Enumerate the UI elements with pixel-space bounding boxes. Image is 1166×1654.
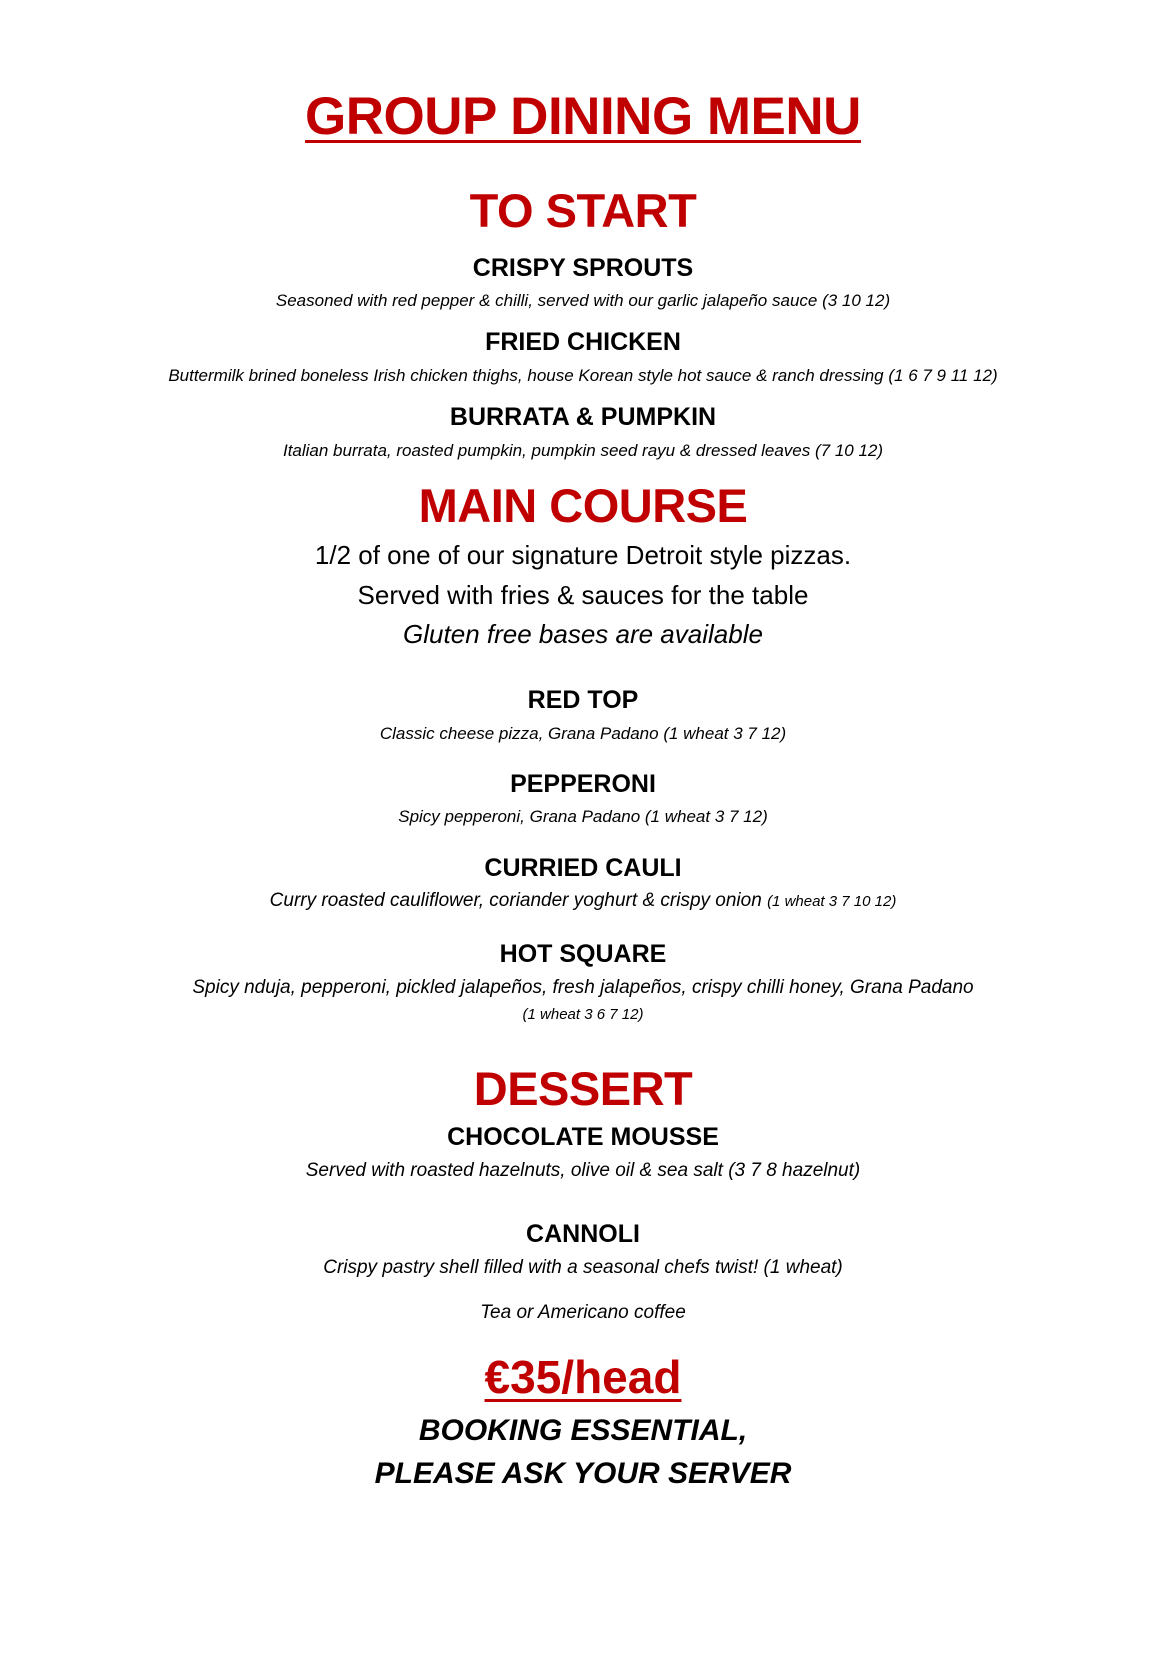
pizza-desc: Classic cheese pizza, Grana Padano (1 wheat 3 7 12): [379, 724, 787, 743]
booking-line: PLEASE ASK YOUR SERVER: [374, 1457, 792, 1490]
pizza-desc-row: [0, 890, 1166, 912]
pizza-desc: Spicy nduja, pepperoni, pickled jalapeños, fresh jalapeños, crispy chilli honey, Grana Padano: [192, 977, 974, 998]
starter-desc: Seasoned with red pepper & chilli, served with our garlic jalapeño sauce (3 10 12): [275, 291, 891, 310]
section-heading-dessert: DESSERT: [473, 1062, 693, 1115]
menu-title: GROUP DINING MENU: [305, 87, 861, 146]
main-intro-line: Served with fries & sauces for the table: [357, 580, 809, 610]
section-heading-starters: TO START: [469, 184, 697, 237]
price: €35/head: [484, 1351, 682, 1403]
pizza-name: RED TOP: [527, 686, 639, 714]
starter-name: BURRATA & PUMPKIN: [449, 403, 717, 431]
starter-name: CRISPY SPROUTS: [472, 254, 694, 282]
starter-name: FRIED CHICKEN: [485, 328, 681, 356]
gluten-free-note: Gluten free bases are available: [403, 619, 763, 649]
starter-desc: Buttermilk brined boneless Irish chicken thighs, house Korean style hot sauce & ranch dressing (1 6 7 9 11 12): [168, 366, 998, 385]
pizza-desc: Curry roasted cauliflower, coriander yoghurt & crispy onion: [269, 890, 762, 911]
booking-line: BOOKING ESSENTIAL,: [418, 1414, 748, 1447]
drink-note: Tea or Americano coffee: [480, 1302, 686, 1323]
dessert-desc: Crispy pastry shell filled with a seasonal chefs twist! (1 wheat): [323, 1257, 843, 1278]
dessert-name: CHOCOLATE MOUSSE: [447, 1123, 719, 1151]
dessert-name: CANNOLI: [526, 1220, 640, 1248]
pizza-name: CURRIED CAULI: [484, 854, 682, 882]
main-intro-line: 1/2 of one of our signature Detroit style pizzas.: [314, 540, 852, 570]
pizza-desc: Spicy pepperoni, Grana Padano (1 wheat 3 7 12): [398, 807, 768, 826]
section-heading-main: MAIN COURSE: [418, 479, 748, 532]
dessert-desc: Served with roasted hazelnuts, olive oil & sea salt (3 7 8 hazelnut): [305, 1160, 861, 1181]
pizza-name: HOT SQUARE: [499, 940, 667, 968]
pizza-allergens: (1 wheat 3 7 10 12): [767, 893, 897, 910]
starter-desc: Italian burrata, roasted pumpkin, pumpkin seed rayu & dressed leaves (7 10 12): [282, 441, 884, 460]
pizza-name: PEPPERONI: [510, 770, 656, 798]
pizza-allergens: (1 wheat 3 6 7 12): [522, 1006, 644, 1023]
